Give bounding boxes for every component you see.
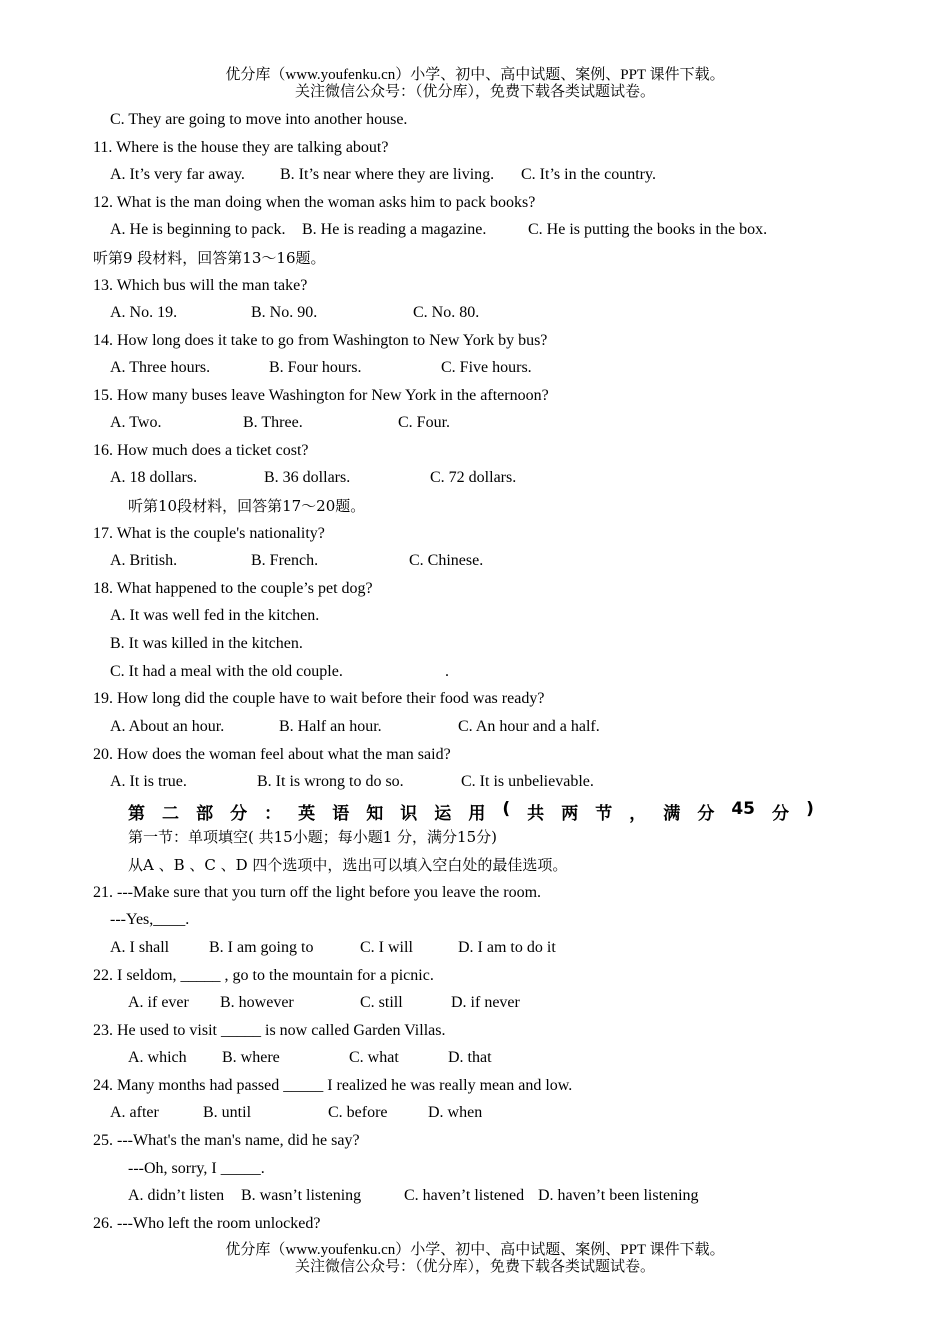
option-b: B. It is wrong to do so. (257, 773, 404, 790)
option-d: D. I am to do it (458, 939, 556, 956)
heading-char: 用 (468, 804, 486, 824)
heading-char: 分 (230, 804, 248, 824)
option-c: C. what (349, 1049, 399, 1066)
option-c: C. before (328, 1104, 388, 1121)
option-b: B. wasn’t listening (241, 1187, 362, 1204)
footer-line-2: 关注微信公众号：（优分库），免费下载各类试题试卷。 (294, 1259, 655, 1275)
option-c: C. Five hours. (441, 359, 532, 376)
option-a: A. I shall (110, 939, 170, 956)
option-b: B. No. 90. (251, 304, 318, 321)
question-text: 25. ---What's the man's name, did he say? (93, 1132, 360, 1149)
option-b: B. however (220, 994, 294, 1011)
heading-char: 二 (162, 804, 180, 824)
option-a: A. 18 dollars. (110, 469, 198, 486)
option-d: D. when (428, 1104, 483, 1121)
option-b: B. 36 dollars. (264, 469, 351, 486)
option-b: B. It’s near where they are living. (280, 166, 495, 183)
question-text: 20. How does the woman feel about what the man said? (93, 746, 451, 763)
question-text: 18. What happened to the couple’s pet dog? (93, 580, 373, 597)
heading-char: ： (264, 804, 282, 824)
footer-line-1: 优分库（www.youfenku.cn）小学、初中、高中试题、案例、PPT 课件下载。 (225, 1242, 725, 1258)
answer-text: ---Oh, sorry, I _____. (128, 1160, 265, 1177)
option-text: C. They are going to move into another house. (110, 111, 408, 128)
heading-char: 语 (332, 804, 350, 824)
option-b: B. Four hours. (269, 359, 362, 376)
option-c: C. 72 dollars. (430, 469, 517, 486)
question-text: 11. Where is the house they are talking about? (93, 139, 389, 156)
page-footer (0, 1242, 950, 1276)
instruction-text: 第一节：单项填空( 共15小题；每小题1 分，满分15分) (128, 828, 497, 846)
question-text: 15. How many buses leave Washington for New York in the afternoon? (93, 387, 549, 404)
option-b: B. French. (251, 552, 319, 569)
option-a: A. which (128, 1049, 187, 1066)
instruction-text: 从A 、B 、C 、D 四个选项中，选出可以填入空白处的最佳选项。 (128, 856, 568, 874)
option-a: A. after (110, 1104, 159, 1121)
option-c: C. I will (360, 939, 413, 956)
question-text: 24. Many months had passed _____ I realized he was really mean and low. (93, 1077, 573, 1094)
option-a: A. It is true. (110, 773, 187, 790)
option-b: B. It was killed in the kitchen. (110, 635, 303, 652)
heading-char: ， (629, 804, 647, 824)
heading-char: 满 (663, 804, 681, 824)
answer-text: ---Yes,____. (110, 911, 190, 928)
heading-char: 45 (731, 799, 756, 819)
question-text: 16. How much does a ticket cost? (93, 442, 309, 459)
header-line-1: 优分库（www.youfenku.cn）小学、初中、高中试题、案例、PPT 课件下载。 (225, 67, 725, 83)
option-c: C. He is putting the books in the box. (528, 221, 768, 238)
heading-char: 运 (434, 804, 452, 824)
question-text: 26. ---Who left the room unlocked? (93, 1215, 321, 1232)
option-c: C. It is unbelievable. (461, 773, 594, 790)
question-text: 23. He used to visit _____ is now called Garden Villas. (93, 1022, 446, 1039)
option-a: A. No. 19. (110, 304, 178, 321)
option-a: A. It’s very far away. (110, 166, 245, 183)
heading-char: 共 (527, 804, 545, 824)
heading-char: 节 (595, 804, 613, 824)
question-text: 13. Which bus will the man take? (93, 277, 308, 294)
option-a: A. if ever (128, 994, 189, 1011)
option-c: C. Four. (398, 414, 451, 431)
option-a: A. Three hours. (110, 359, 211, 376)
heading-char: 识 (400, 804, 418, 824)
question-text: 17. What is the couple's nationality? (93, 525, 325, 542)
option-c: C. It’s in the country. (521, 166, 656, 183)
heading-char: ) (806, 799, 814, 819)
question-text: 14. How long does it take to go from Washington to New York by bus? (93, 332, 548, 349)
heading-char: 部 (196, 804, 214, 824)
page-header (0, 67, 950, 101)
heading-char: 知 (366, 804, 384, 824)
option-a: A. It was well fed in the kitchen. (110, 607, 320, 624)
instruction-text: 听第9 段材料，回答第13～16题。 (93, 249, 326, 267)
option-c: C. An hour and a half. (458, 718, 600, 735)
question-text: 22. I seldom, _____ , go to the mountain for a picnic. (93, 967, 434, 984)
heading-char: 分 (772, 804, 790, 824)
option-c: C. still (360, 994, 403, 1011)
option-b: B. I am going to (209, 939, 314, 956)
option-d: D. that (448, 1049, 492, 1066)
option-d: D. if never (451, 994, 520, 1011)
heading-char: 英 (298, 804, 316, 824)
option-c: C. No. 80. (413, 304, 480, 321)
option-a: A. Two. (110, 414, 162, 431)
option-b: B. until (203, 1104, 252, 1121)
option-b: B. He is reading a magazine. (302, 221, 487, 238)
option-b: B. where (222, 1049, 280, 1066)
option-b: B. Half an hour. (279, 718, 382, 735)
heading-char: 两 (561, 804, 579, 824)
heading-char: ( (502, 799, 511, 819)
option-a: A. didn’t listen (128, 1187, 225, 1204)
heading-char: 分 (697, 804, 715, 824)
instruction-text: 听第10段材料，回答第17～20题。 (128, 497, 366, 515)
option-a: A. British. (110, 552, 178, 569)
option-c: C. It had a meal with the old couple. (110, 663, 343, 680)
heading-char: 第 (128, 804, 145, 824)
section-heading (128, 799, 814, 824)
header-line-2: 关注微信公众号：（优分库），免费下载各类试题试卷。 (294, 84, 655, 100)
question-text: 21. ---Make sure that you turn off the light before you leave the room. (93, 884, 542, 901)
option-d: D. haven’t been listening (538, 1187, 699, 1204)
option-c: C. haven’t listened (404, 1187, 525, 1204)
option-c: C. Chinese. (409, 552, 484, 569)
option-a: A. About an hour. (110, 718, 225, 735)
option-a: A. He is beginning to pack. (110, 221, 286, 238)
option-b: B. Three. (243, 414, 303, 431)
question-text: 19. How long did the couple have to wait before their food was ready? (93, 690, 545, 707)
question-text: 12. What is the man doing when the woman asks him to pack books? (93, 194, 536, 211)
stray-dot: . (445, 663, 449, 680)
